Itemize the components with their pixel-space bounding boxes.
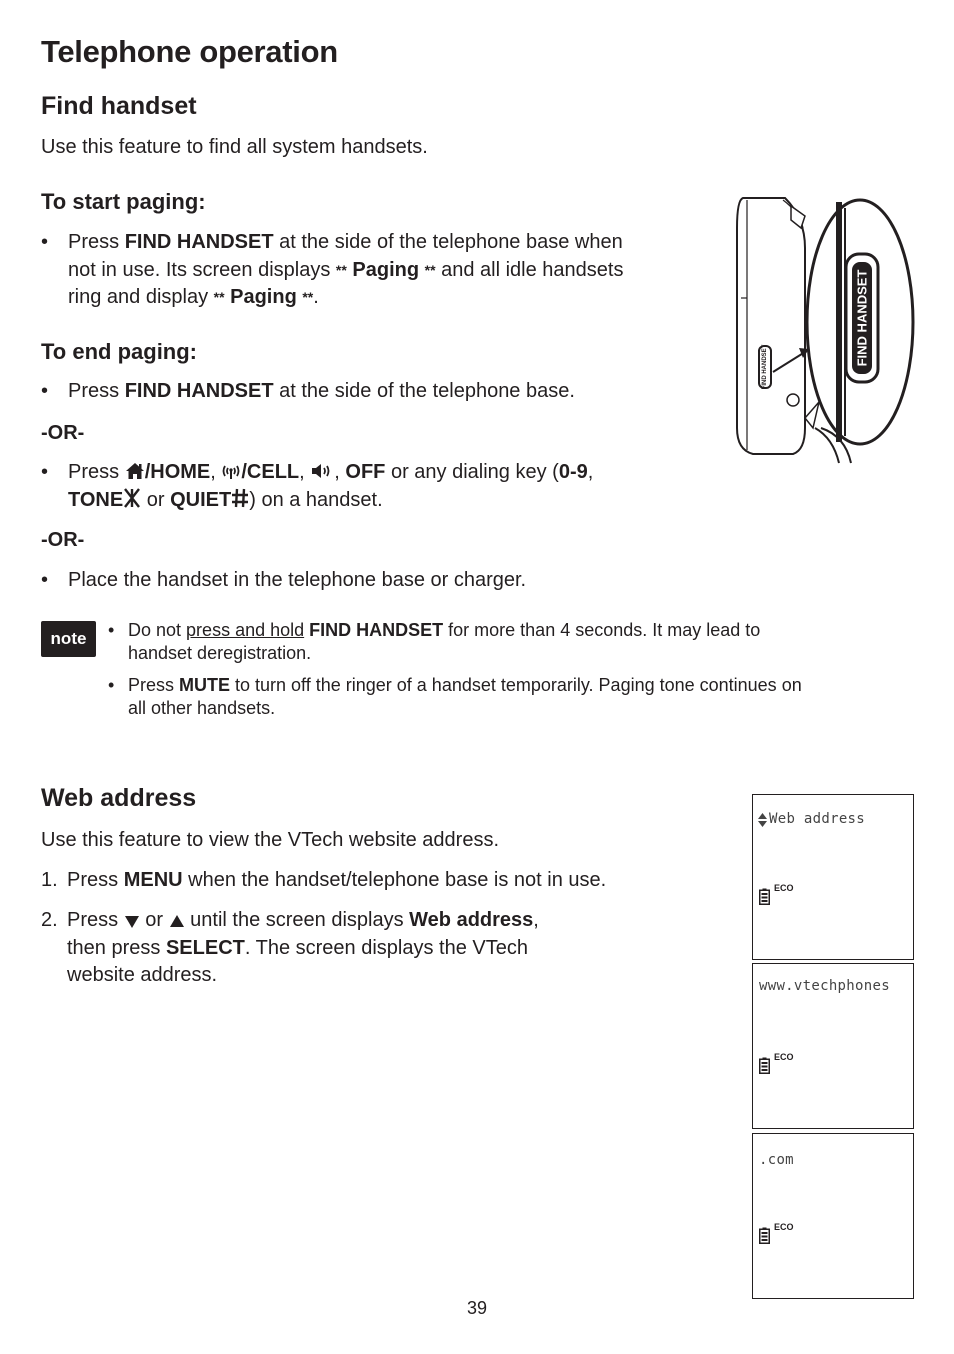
lcd-screen-1 [752,794,914,960]
bullet-dot: • [41,461,49,483]
lcd-text: .com [759,1152,794,1168]
page-number: 39 [466,1298,488,1318]
eco-indicator: ECO [774,1222,794,1232]
eco-indicator: ECO [774,1052,794,1062]
speakerphone-icon [310,461,334,481]
eco-indicator: ECO [774,883,794,893]
start-paging-heading: To start paging: [41,189,206,214]
lcd-screen-2 [752,963,914,1129]
battery-icon [759,888,770,905]
up-arrow-icon [169,913,185,929]
or-separator-1: -OR- [41,422,85,444]
section-heading-find-handset: Find handset [41,92,197,120]
page-title: Telephone operation [41,34,338,69]
find-handset-button-small-label: FIND HANDSET [762,344,768,390]
note-badge: note [41,621,96,657]
lcd-text: Web address [769,811,866,827]
find-handset-button-label: FIND HANDSET [854,269,870,367]
end-paging-heading: To end paging: [41,339,198,364]
or-separator-2: -OR- [41,529,85,551]
telephone-base-illustration [733,188,918,468]
down-arrow-icon [124,913,140,929]
home-icon [125,461,145,481]
bullet-dot: • [41,569,49,591]
scroll-arrows-icon [758,813,767,827]
lcd-text: www.vtechphones [759,978,890,994]
bullet-dot: • [108,620,115,640]
cell-signal-icon [221,461,241,481]
bullet-dot: • [41,380,49,402]
section-heading-web-address: Web address [41,784,197,812]
quiet-pound-icon [231,487,249,509]
battery-icon [759,1057,770,1074]
find-handset-intro: Use this feature to find all system handsets. [41,136,428,158]
lcd-screen-3 [752,1133,914,1299]
web-address-intro: Use this feature to view the VTech website address. [41,829,500,851]
bullet-dot: • [108,675,115,695]
bullet-dot: • [41,231,49,253]
tone-star-icon [123,487,141,509]
battery-icon [759,1227,770,1244]
